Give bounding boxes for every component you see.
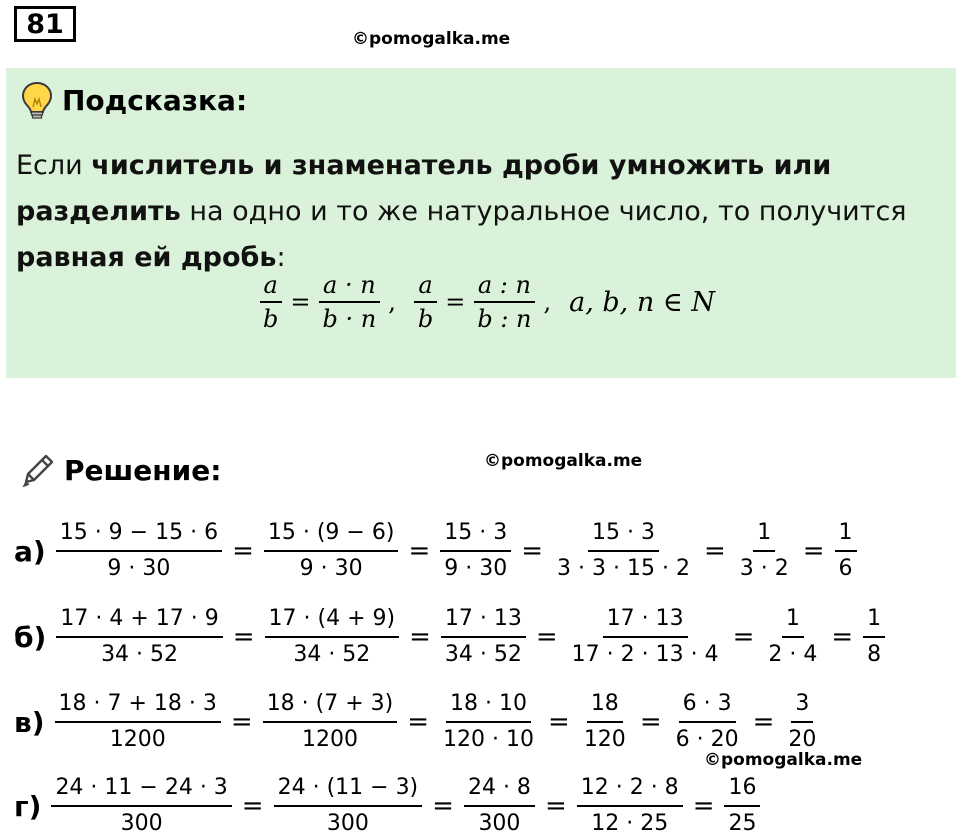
denominator: 9 · 30 — [299, 556, 363, 581]
item-label: б) — [14, 620, 47, 654]
numerator: 24 · 8 — [464, 773, 535, 807]
denominator: 25 — [728, 811, 757, 836]
solution-row-v — [14, 689, 824, 755]
denominator: 12 · 25 — [591, 811, 669, 836]
hint-header — [20, 80, 247, 120]
denominator: 3 · 2 — [739, 556, 789, 581]
equals-sign: = — [407, 707, 430, 737]
denominator: 300 — [326, 811, 369, 836]
denominator: 6 — [838, 556, 853, 581]
fraction — [724, 773, 760, 839]
numerator: 18 — [587, 689, 623, 723]
solution-row-g — [14, 773, 764, 839]
denominator: 120 — [583, 727, 626, 752]
item-label: а) — [14, 534, 46, 568]
numerator: a : n — [474, 271, 535, 303]
numerator: 3 — [791, 689, 813, 723]
equals-sign: = — [544, 791, 567, 821]
denominator: b · n — [322, 305, 377, 333]
solution-header — [18, 450, 221, 490]
fraction — [56, 518, 222, 584]
numerator: 1 — [782, 604, 804, 638]
pencil-icon — [18, 450, 58, 490]
formula-fraction — [318, 271, 380, 333]
equals-sign: = — [752, 707, 775, 737]
fraction — [440, 518, 511, 584]
equals-sign: = — [548, 707, 570, 737]
numerator: 1 — [753, 518, 775, 552]
equals-sign: = — [703, 536, 726, 566]
numerator: 17 · (4 + 9) — [265, 604, 400, 638]
denominator: 2 · 4 — [768, 642, 818, 667]
numerator: 6 · 3 — [679, 689, 736, 723]
watermark-bottom: ©pomogalka.me — [704, 750, 863, 770]
numerator: 1 — [835, 518, 857, 552]
fraction — [55, 689, 221, 755]
fraction — [580, 689, 630, 755]
equals-sign: = — [535, 622, 558, 652]
fraction — [464, 773, 535, 839]
denominator: b — [263, 305, 279, 333]
equals-sign: = — [241, 791, 264, 821]
fraction — [51, 773, 231, 839]
denominator: 20 — [788, 727, 817, 752]
denominator: 1200 — [109, 727, 166, 752]
fraction — [568, 604, 723, 670]
numerator: 17 · 4 + 17 · 9 — [56, 604, 222, 638]
fraction — [736, 518, 793, 584]
denominator: b — [417, 305, 434, 333]
formula-fraction — [473, 271, 535, 333]
equals-sign: = — [408, 536, 431, 566]
fraction — [784, 689, 820, 755]
denominator: 6 · 20 — [675, 727, 739, 752]
hint-formula — [255, 266, 715, 338]
equals-sign: = — [639, 707, 662, 737]
hint-text-part: на одно и то же натуральное число, то получится — [180, 196, 907, 227]
numerator: 18 · 10 — [446, 689, 531, 723]
numerator: 24 · 11 − 24 · 3 — [51, 773, 231, 807]
numerator: 15 · 9 − 15 · 6 — [56, 518, 222, 552]
numerator: 17 · 13 — [441, 604, 526, 638]
denominator: 8 — [867, 642, 882, 667]
fraction — [263, 689, 398, 755]
fraction — [439, 689, 538, 755]
equals-sign: = — [230, 707, 253, 737]
numerator: 18 · (7 + 3) — [263, 689, 398, 723]
denominator: 1200 — [301, 727, 358, 752]
hint-text-part: Если — [16, 150, 92, 181]
numerator: 15 · (9 − 6) — [264, 518, 399, 552]
equals-sign: = — [831, 622, 854, 652]
denominator: 17 · 2 · 13 · 4 — [571, 642, 719, 667]
denominator: 9 · 30 — [444, 556, 508, 581]
numerator: a — [414, 271, 436, 303]
equals-sign: = — [409, 622, 431, 652]
denominator: 300 — [478, 811, 521, 836]
fraction — [577, 773, 683, 839]
equals-sign: = — [802, 536, 825, 566]
hint-text-bold: числитель и знаменатель дроби умножить или — [91, 150, 832, 181]
equals-sign: = — [232, 622, 255, 652]
denominator: 34 · 52 — [444, 642, 522, 667]
equals-sign: = — [445, 288, 466, 316]
comma: , — [388, 288, 396, 316]
comma: , — [543, 288, 552, 316]
item-label: в) — [14, 705, 45, 739]
item-label: г) — [14, 789, 42, 823]
numerator: 15 · 3 — [440, 518, 511, 552]
numerator: 17 · 13 — [603, 604, 688, 638]
denominator: 34 · 52 — [101, 642, 179, 667]
numerator: 12 · 2 · 8 — [577, 773, 683, 807]
fraction — [764, 604, 821, 670]
fraction — [265, 604, 400, 670]
hint-text-bold: разделить — [16, 196, 181, 227]
watermark-middle: ©pomogalka.me — [484, 451, 643, 471]
solution-title: Решение: — [64, 453, 222, 487]
denominator: 3 · 3 · 15 · 2 — [557, 556, 690, 581]
equals-sign: = — [290, 288, 311, 316]
denominator: 34 · 52 — [293, 642, 371, 667]
hint-text-bold: равная ей дробь — [16, 242, 277, 273]
numerator: 18 · 7 + 18 · 3 — [55, 689, 221, 723]
fraction — [264, 518, 399, 584]
equals-sign: = — [732, 622, 755, 652]
solution-row-a — [14, 518, 861, 584]
equals-sign: = — [521, 536, 544, 566]
denominator: b : n — [477, 305, 532, 333]
numerator: a — [260, 271, 282, 303]
equals-sign: = — [692, 791, 715, 821]
formula-fraction — [259, 271, 282, 333]
hint-text-part: : — [276, 242, 286, 273]
fraction — [441, 604, 526, 670]
numerator: a · n — [319, 271, 380, 303]
watermark-top: ©pomogalka.me — [352, 29, 511, 49]
natural-numbers-condition: a, b, n ∈ N — [569, 286, 716, 318]
equals-sign: = — [432, 791, 454, 821]
fraction — [56, 604, 222, 670]
solution-row-b — [14, 604, 889, 670]
fraction — [274, 773, 423, 839]
fraction — [672, 689, 743, 755]
numerator: 15 · 3 — [588, 518, 659, 552]
fraction — [553, 518, 694, 584]
equals-sign: = — [232, 536, 254, 566]
task-number: 81 — [14, 6, 76, 42]
fraction — [835, 518, 857, 584]
hint-title: Подсказка: — [62, 83, 248, 117]
fraction — [863, 604, 885, 670]
numerator: 1 — [863, 604, 885, 638]
formula-fraction — [414, 271, 437, 333]
denominator: 300 — [120, 811, 163, 836]
denominator: 120 · 10 — [443, 727, 535, 752]
numerator: 16 — [724, 773, 760, 807]
hint-text — [16, 143, 946, 281]
denominator: 9 · 30 — [107, 556, 171, 581]
numerator: 24 · (11 − 3) — [274, 773, 423, 807]
lightbulb-icon — [20, 80, 54, 120]
